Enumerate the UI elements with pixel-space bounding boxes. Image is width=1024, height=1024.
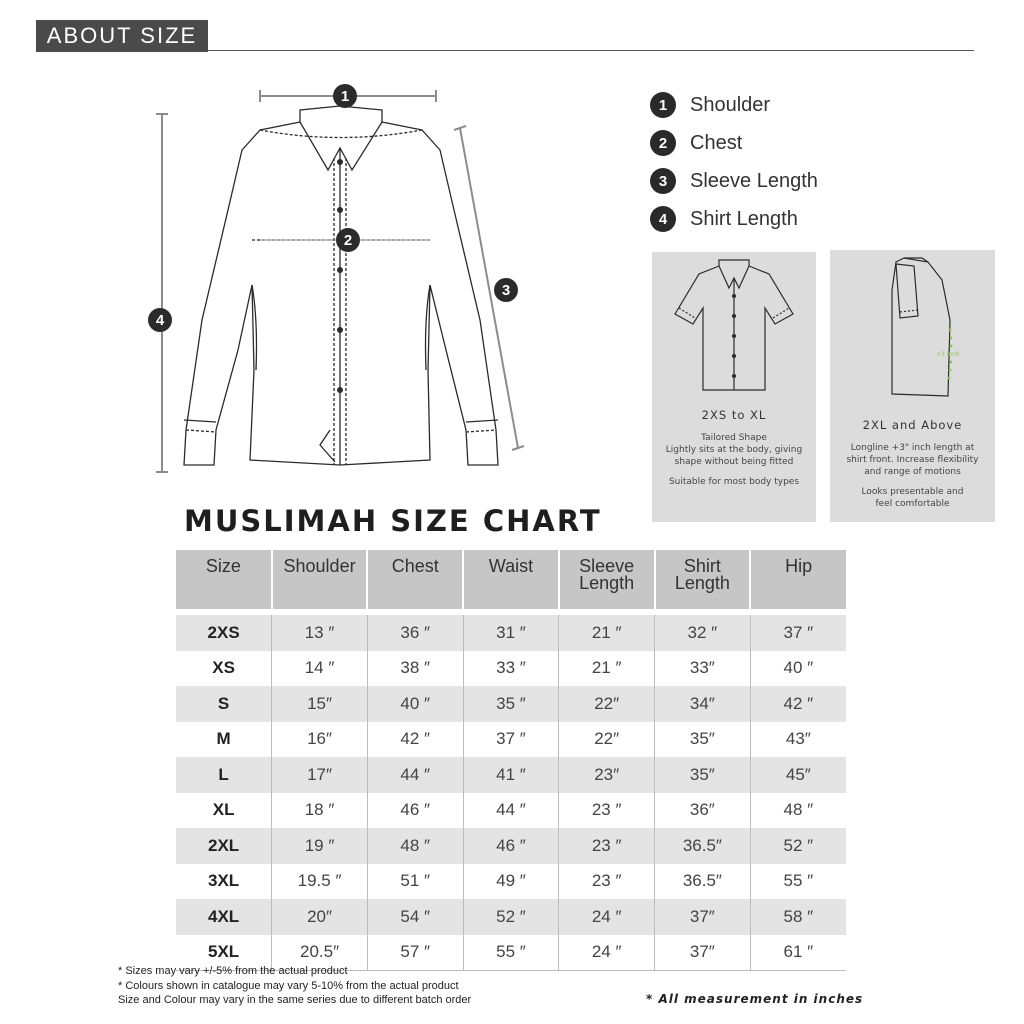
measurement-cell: 49 ″ — [463, 864, 559, 900]
measurement-cell: 51 ″ — [367, 864, 463, 900]
legend-label: Sleeve Length — [690, 169, 818, 192]
longline-fit-card — [830, 250, 995, 522]
measurement-cell: 32 ″ — [655, 615, 751, 651]
measurement-cell: 55 ″ — [463, 935, 559, 971]
card-description: Tailored Shape Lightly sits at the body, giving shape without being fitted — [665, 433, 803, 467]
card-note: Suitable for most body types — [668, 477, 800, 487]
marker-3: 3 — [501, 282, 511, 299]
size-chart-table — [176, 550, 846, 971]
measurement-cell: 20.5″ — [272, 935, 368, 971]
measurement-cell: 38 ″ — [367, 651, 463, 687]
column-header-sleeve-length: Sleeve Length — [559, 550, 655, 609]
measurement-cell: 48 ″ — [367, 828, 463, 864]
measurement-cell: 33 ″ — [463, 651, 559, 687]
measurement-cell: 18 ″ — [272, 793, 368, 829]
marker-2: 2 — [343, 232, 353, 249]
disclaimer-notes — [118, 964, 471, 1008]
legend-item-chest — [650, 124, 818, 162]
measurement-cell: 54 ″ — [367, 899, 463, 935]
legend-item-shirt-length — [650, 200, 818, 238]
table-row — [176, 722, 846, 758]
measurement-cell: 40 ″ — [367, 686, 463, 722]
legend-item-shoulder — [650, 86, 818, 124]
table-row — [176, 686, 846, 722]
legend-label: Chest — [690, 131, 743, 154]
size-cell: 2XL — [176, 828, 272, 864]
short-sleeve-shirt-icon — [659, 252, 809, 402]
measurement-cell: 34″ — [655, 686, 751, 722]
measurement-cell: 23″ — [559, 757, 655, 793]
measurement-cell: 31 ″ — [463, 615, 559, 651]
measurement-cell: 22″ — [559, 686, 655, 722]
measurement-cell: 57 ″ — [367, 935, 463, 971]
size-cell: 3XL — [176, 864, 272, 900]
measurement-cell: 48 ″ — [750, 793, 846, 829]
size-cell: 5XL — [176, 935, 272, 971]
table-row — [176, 864, 846, 900]
measurement-cell: 24 ″ — [559, 899, 655, 935]
note-line: * Colours shown in catalogue may vary 5-10% from the actual product — [118, 979, 459, 992]
size-cell: XS — [176, 651, 272, 687]
tailored-fit-card — [652, 252, 816, 522]
table-row — [176, 828, 846, 864]
measurement-cell: 16″ — [272, 722, 368, 758]
column-header-waist: Waist — [463, 550, 559, 609]
measurement-cell: 44 ″ — [367, 757, 463, 793]
extra-length-label: +3 inch — [935, 351, 959, 358]
size-chart-title: MUSLIMAH SIZE CHART — [184, 504, 602, 538]
measurement-unit-note: * All measurement in inches — [646, 992, 864, 1006]
measurement-cell: 37″ — [655, 899, 751, 935]
size-cell: M — [176, 722, 272, 758]
legend-label: Shoulder — [690, 93, 771, 116]
measurement-cell: 55 ″ — [750, 864, 846, 900]
card-title: 2XS to XL — [701, 408, 767, 422]
measurement-cell: 40 ″ — [750, 651, 846, 687]
measurement-cell: 37″ — [655, 935, 751, 971]
card-note: Looks presentable and feel comfortable — [861, 487, 964, 509]
size-cell: XL — [176, 793, 272, 829]
legend-number: 2 — [650, 130, 676, 156]
measurement-cell: 42 ″ — [367, 722, 463, 758]
legend-label: Shirt Length — [690, 207, 798, 230]
measurement-cell: 23 ″ — [559, 864, 655, 900]
legend-item-sleeve-length — [650, 162, 818, 200]
column-header-shoulder: Shoulder — [272, 550, 368, 609]
measurement-cell: 52 ″ — [750, 828, 846, 864]
legend-number: 4 — [650, 206, 676, 232]
measurement-cell: 36.5″ — [655, 864, 751, 900]
table-row — [176, 651, 846, 687]
measurement-cell: 23 ″ — [559, 793, 655, 829]
measurement-cell: 19 ″ — [272, 828, 368, 864]
longline-shirt-side-icon — [838, 250, 988, 400]
measurement-cell: 37 ″ — [750, 615, 846, 651]
header-divider — [208, 50, 974, 51]
table-row — [176, 615, 846, 651]
measurement-cell: 61 ″ — [750, 935, 846, 971]
measurement-cell: 24 ″ — [559, 935, 655, 971]
size-cell: L — [176, 757, 272, 793]
measurement-cell: 41 ″ — [463, 757, 559, 793]
measurement-cell: 35″ — [655, 757, 751, 793]
table-header-row — [176, 550, 846, 609]
measurement-cell: 58 ″ — [750, 899, 846, 935]
card-description: Longline +3" inch length at shirt front. Increase flexibility and range of motions — [846, 443, 979, 477]
table-row — [176, 757, 846, 793]
column-header-chest: Chest — [367, 550, 463, 609]
measurement-cell: 36 ″ — [367, 615, 463, 651]
legend-number: 3 — [650, 168, 676, 194]
measurement-cell: 17″ — [272, 757, 368, 793]
column-header-hip: Hip — [750, 550, 846, 609]
column-header-shirt-length: Shirt Length — [655, 550, 751, 609]
measurement-cell: 21 ″ — [559, 651, 655, 687]
measurement-cell: 37 ″ — [463, 722, 559, 758]
marker-4: 4 — [155, 312, 165, 329]
measurement-cell: 46 ″ — [463, 828, 559, 864]
marker-1: 1 — [340, 88, 350, 105]
measurement-cell: 42 ″ — [750, 686, 846, 722]
measurement-cell: 33″ — [655, 651, 751, 687]
size-cell: 2XS — [176, 615, 272, 651]
measurement-cell: 36.5″ — [655, 828, 751, 864]
size-cell: S — [176, 686, 272, 722]
measurement-legend — [650, 86, 818, 238]
section-title: ABOUT SIZE — [36, 20, 208, 52]
card-title: 2XL and Above — [862, 418, 963, 432]
note-line: Size and Colour may vary in the same series due to different batch order — [118, 994, 472, 1006]
legend-number: 1 — [650, 92, 676, 118]
column-header-size: Size — [176, 550, 272, 609]
measurement-cell: 36″ — [655, 793, 751, 829]
size-cell: 4XL — [176, 899, 272, 935]
measurement-cell: 22″ — [559, 722, 655, 758]
measurement-cell: 44 ″ — [463, 793, 559, 829]
measurement-cell: 19.5 ″ — [272, 864, 368, 900]
measurement-cell: 43″ — [750, 722, 846, 758]
measurement-cell: 20″ — [272, 899, 368, 935]
measurement-cell: 15″ — [272, 686, 368, 722]
measurement-cell: 46 ″ — [367, 793, 463, 829]
shirt-measurement-diagram — [140, 70, 560, 490]
measurement-cell: 52 ″ — [463, 899, 559, 935]
measurement-cell: 35″ — [655, 722, 751, 758]
measurement-cell: 21 ″ — [559, 615, 655, 651]
table-row — [176, 793, 846, 829]
measurement-cell: 14 ″ — [272, 651, 368, 687]
table-body — [176, 609, 846, 971]
table-row — [176, 899, 846, 935]
measurement-cell: 35 ″ — [463, 686, 559, 722]
measurement-cell: 13 ″ — [272, 615, 368, 651]
measurement-cell: 23 ″ — [559, 828, 655, 864]
measurement-cell: 45″ — [750, 757, 846, 793]
note-line: * Sizes may vary +/-5% from the actual product — [118, 965, 348, 977]
